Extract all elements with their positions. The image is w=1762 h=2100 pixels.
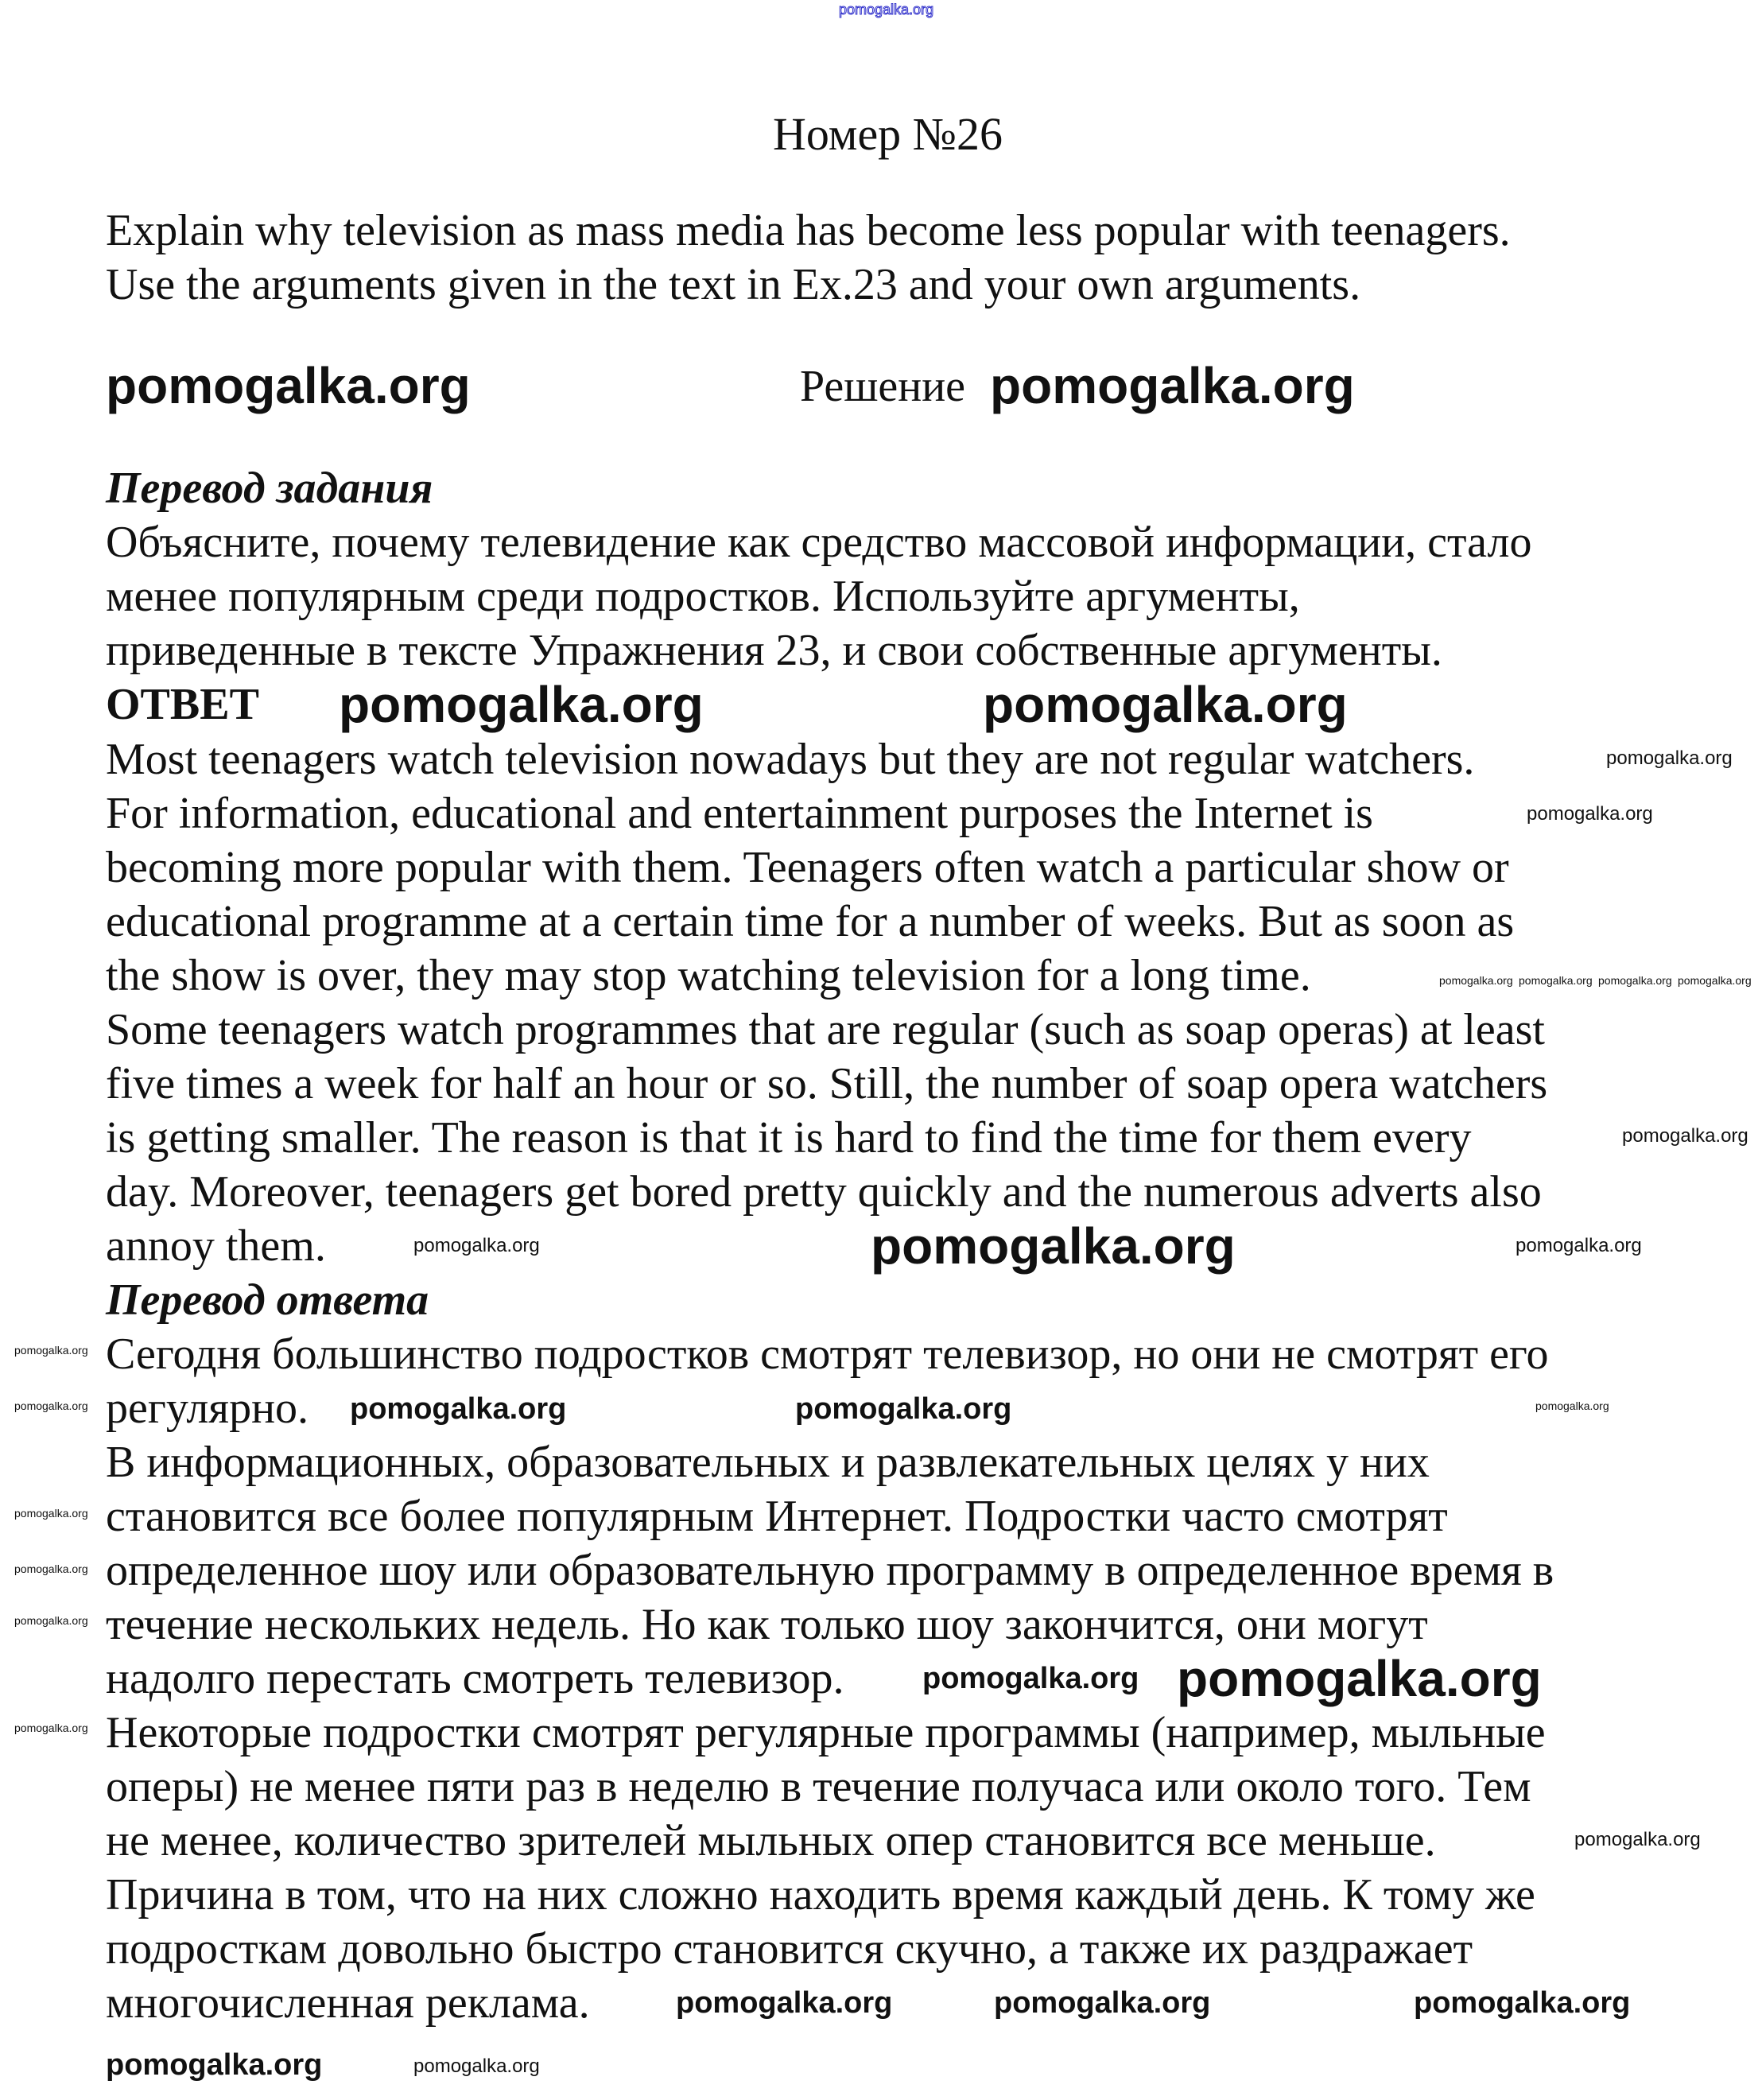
watermark: pomogalka.org: [1598, 974, 1672, 987]
watermark-top: pomogalka.org: [839, 2, 934, 17]
task-translation-heading: Перевод задания: [106, 464, 433, 513]
watermark: pomogalka.org: [871, 1217, 1236, 1275]
watermark: pomogalka.org: [1535, 1399, 1609, 1412]
answer-line: annoy them.: [106, 1221, 326, 1271]
answer-line: For information, educational and entertainment purposes the Internet is: [106, 789, 1373, 838]
answer-translation-line: многочисленная реклама.: [106, 1978, 590, 2028]
watermark: pomogalka.org: [413, 1235, 540, 1256]
watermark: pomogalka.org: [14, 1614, 88, 1627]
watermark: pomogalka.org: [1439, 974, 1513, 987]
answer-translation-line: В информационных, образовательных и развлекательных целях у них: [106, 1438, 1430, 1487]
answer-translation-line: надолго перестать смотреть телевизор.: [106, 1654, 844, 1703]
task-translation-line: Объясните, почему телевидение как средство массовой информации, стало: [106, 518, 1532, 567]
watermark: pomogalka.org: [795, 1392, 1012, 1426]
answer-line: Most teenagers watch television nowadays but they are not regular watchers.: [106, 735, 1475, 784]
watermark: pomogalka.org: [14, 1507, 88, 1520]
watermark: pomogalka.org: [106, 357, 471, 414]
answer-line: educational programme at a certain time for a number of weeks. But as soon as: [106, 897, 1515, 946]
answer-translation-line: регулярно.: [106, 1384, 309, 1433]
answer-line: the show is over, they may stop watching television for a long time.: [106, 951, 1311, 1000]
watermark: pomogalka.org: [1622, 1125, 1748, 1147]
watermark: pomogalka.org: [339, 676, 704, 733]
watermark: pomogalka.org: [983, 676, 1348, 733]
watermark: pomogalka.org: [14, 1399, 88, 1412]
answer-translation-line: Сегодня большинство подростков смотрят телевизор, но они не смотрят его: [106, 1329, 1549, 1379]
watermark: pomogalka.org: [922, 1662, 1139, 1695]
answer-line: five times a week for half an hour or so. Still, the number of soap opera watchers: [106, 1059, 1548, 1108]
answer-translation-line: оперы) не менее пяти раз в неделю в течение получаса или около того. Тем: [106, 1762, 1531, 1811]
answer-translation-line: течение нескольких недель. Но как только шоу закончится, они могут: [106, 1600, 1428, 1649]
watermark: pomogalka.org: [994, 1986, 1211, 2020]
solution-label: Решение: [800, 362, 966, 411]
answer-translation-line: подросткам довольно быстро становится скучно, а также их раздражает: [106, 1924, 1473, 1974]
watermark: pomogalka.org: [350, 1392, 567, 1426]
task-line: Explain why television as mass media has become less popular with teenagers.: [106, 206, 1511, 255]
task-line: Use the arguments given in the text in Ex.23 and your own arguments.: [106, 260, 1361, 309]
answer-line: is getting smaller. The reason is that it is hard to find the time for them every: [106, 1113, 1472, 1163]
answer-heading: ОТВЕТ: [106, 680, 259, 729]
answer-line: day. Moreover, teenagers get bored pretty quickly and the numerous adverts also: [106, 1167, 1542, 1217]
answer-translation-line: определенное шоу или образовательную программу в определенное время в: [106, 1546, 1554, 1595]
watermark: pomogalka.org: [1606, 747, 1733, 769]
answer-translation-line: не менее, количество зрителей мыльных опер становится все меньше.: [106, 1816, 1436, 1865]
watermark: pomogalka.org: [1516, 1235, 1642, 1256]
watermark: pomogalka.org: [990, 357, 1355, 414]
answer-translation-line: Некоторые подростки смотрят регулярные программы (например, мыльные: [106, 1708, 1546, 1757]
answer-line: Some teenagers watch programmes that are regular (such as soap operas) at least: [106, 1005, 1545, 1054]
task-translation-line: менее популярным среди подростков. Используйте аргументы,: [106, 572, 1300, 621]
page-title: Номер №26: [772, 108, 1003, 160]
watermark: pomogalka.org: [1527, 803, 1653, 825]
answer-line: becoming more popular with them. Teenagers often watch a particular show or: [106, 843, 1509, 892]
watermark: pomogalka.org: [676, 1986, 893, 2020]
watermark: pomogalka.org: [106, 2048, 323, 2082]
watermark: pomogalka.org: [14, 1344, 88, 1357]
watermark: pomogalka.org: [1678, 974, 1752, 987]
watermark: pomogalka.org: [1177, 1650, 1542, 1707]
answer-translation-line: становится все более популярным Интернет. Подростки часто смотрят: [106, 1492, 1448, 1541]
task-translation-line: приведенные в тексте Упражнения 23, и свои собственные аргументы.: [106, 626, 1442, 675]
watermark: pomogalka.org: [14, 1562, 88, 1575]
answer-translation-line: Причина в том, что на них сложно находить время каждый день. К тому же: [106, 1870, 1535, 1920]
watermark: pomogalka.org: [14, 1722, 88, 1734]
watermark: pomogalka.org: [413, 2055, 540, 2077]
watermark: pomogalka.org: [1519, 974, 1593, 987]
answer-translation-heading: Перевод ответа: [106, 1275, 429, 1325]
watermark: pomogalka.org: [1574, 1829, 1701, 1850]
watermark: pomogalka.org: [1414, 1986, 1631, 2020]
